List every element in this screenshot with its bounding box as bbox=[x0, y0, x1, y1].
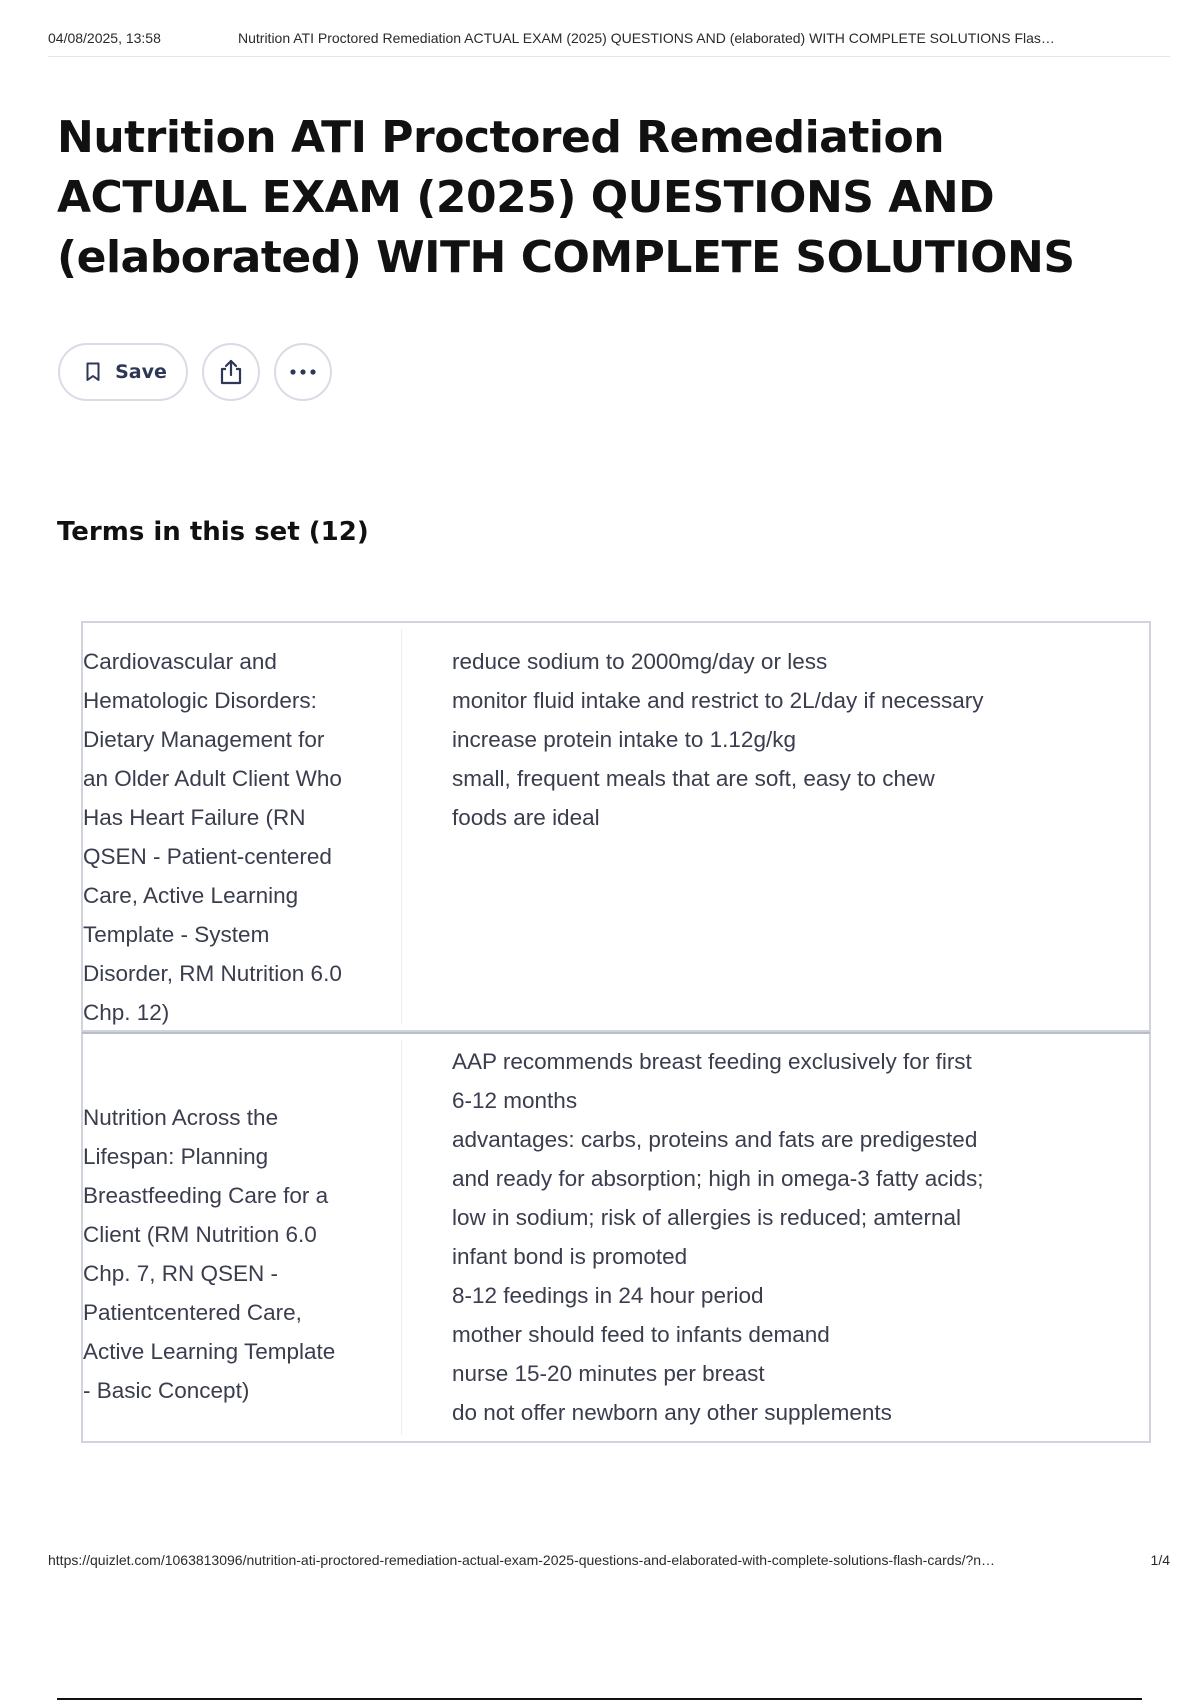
term-line: Cardiovascular and bbox=[83, 649, 277, 674]
terms-heading: Terms in this set (12) bbox=[57, 517, 369, 547]
definition-line: increase protein intake to 1.12g/kg bbox=[452, 727, 796, 752]
definition-line: do not offer newborn any other supplements bbox=[452, 1400, 892, 1425]
term-line: Lifespan: Planning bbox=[83, 1144, 269, 1169]
page-title: Nutrition ATI Proctored Remediation ACTUAL EXAM (2025) QUESTIONS AND (elaborated) WITH COMPLETE SOLUTIONS bbox=[57, 112, 1075, 283]
definition-line: 6-12 months bbox=[452, 1088, 578, 1113]
print-document-title: Nutrition ATI Proctored Remediation ACTUAL EXAM (2025) QUESTIONS AND (elaborated) WITH COMPLETE SOLUTIONS Flas… bbox=[238, 30, 1055, 46]
term-line: Chp. 12) bbox=[83, 1000, 170, 1025]
card-divider bbox=[401, 629, 402, 1024]
term-line: Client (RM Nutrition 6.0 bbox=[83, 1222, 317, 1247]
term-line: Template - System bbox=[83, 922, 270, 947]
definition-line: small, frequent meals that are soft, easy to chew bbox=[452, 766, 935, 791]
definition-line: advantages: carbs, proteins and fats are predigested bbox=[452, 1127, 978, 1152]
term-line: an Older Adult Client Who bbox=[83, 766, 342, 791]
card-definition bbox=[452, 642, 1142, 837]
term-line: Disorder, RM Nutrition 6.0 bbox=[83, 961, 342, 986]
term-line: - Basic Concept) bbox=[83, 1378, 250, 1403]
page-url: https://quizlet.com/1063813096/nutrition-ati-proctored-remediation-actual-exam-2025-questions-and-elaborated-with-complete-solutions-flash-cards/?n… bbox=[48, 1552, 996, 1568]
definition-line: mother should feed to infants demand bbox=[452, 1322, 830, 1347]
share-button[interactable] bbox=[202, 343, 260, 401]
term-card bbox=[81, 621, 1151, 1032]
definition-line: monitor fluid intake and restrict to 2L/day if necessary bbox=[452, 688, 984, 713]
term-line: Active Learning Template bbox=[83, 1339, 336, 1364]
term-card bbox=[81, 1032, 1151, 1443]
term-line: Breastfeeding Care for a bbox=[83, 1183, 329, 1208]
share-icon bbox=[218, 358, 244, 386]
term-line: Patientcentered Care, bbox=[83, 1300, 302, 1325]
term-line: Nutrition Across the bbox=[83, 1105, 279, 1130]
term-line: Hematologic Disorders: bbox=[83, 688, 317, 713]
definition-line: and ready for absorption; high in omega-3 fatty acids; bbox=[452, 1166, 984, 1191]
definition-line: nurse 15-20 minutes per breast bbox=[452, 1361, 765, 1386]
card-divider bbox=[401, 1040, 402, 1435]
term-line: Chp. 7, RN QSEN - bbox=[83, 1261, 279, 1286]
term-line: QSEN - Patient-centered bbox=[83, 844, 332, 869]
term-line: Has Heart Failure (RN bbox=[83, 805, 306, 830]
page-number: 1/4 bbox=[1150, 1552, 1170, 1568]
definition-line: AAP recommends breast feeding exclusively for first bbox=[452, 1049, 972, 1074]
print-datetime: 04/08/2025, 13:58 bbox=[48, 30, 161, 46]
definition-line: reduce sodium to 2000mg/day or less bbox=[452, 649, 828, 674]
definition-line: low in sodium; risk of allergies is reduced; amternal bbox=[452, 1205, 961, 1230]
term-list bbox=[81, 621, 1151, 1443]
term-line: Care, Active Learning bbox=[83, 883, 299, 908]
save-button[interactable] bbox=[58, 343, 188, 401]
definition-line: infant bond is promoted bbox=[452, 1244, 688, 1269]
definition-line: 8-12 feedings in 24 hour period bbox=[452, 1283, 764, 1308]
more-options-icon bbox=[289, 368, 317, 376]
definition-line: foods are ideal bbox=[452, 805, 600, 830]
more-options-button[interactable] bbox=[274, 343, 332, 401]
card-term bbox=[83, 1098, 383, 1410]
card-term bbox=[83, 642, 383, 1032]
bookmark-icon bbox=[85, 362, 101, 382]
card-definition bbox=[452, 1042, 1142, 1432]
term-line: Dietary Management for bbox=[83, 727, 325, 752]
header-divider bbox=[48, 56, 1170, 57]
save-button-label: Save bbox=[115, 361, 167, 383]
